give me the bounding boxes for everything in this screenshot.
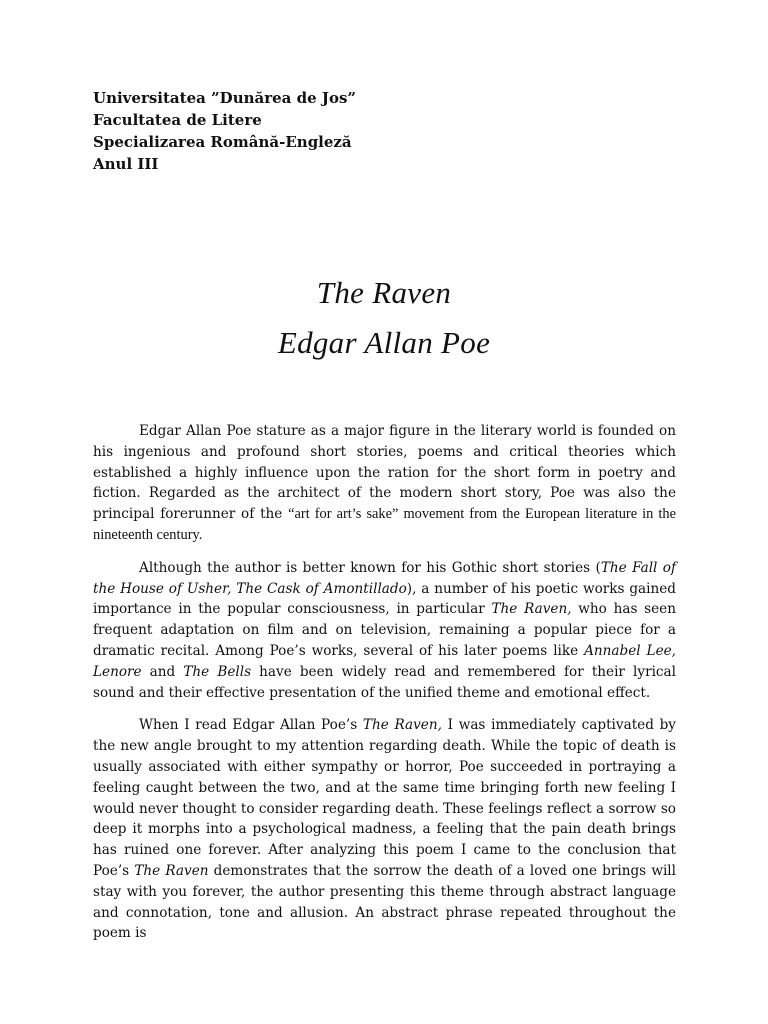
title-poem: The Raven xyxy=(316,275,452,310)
paragraph-2-italic-c: Annabel Lee, Lenore xyxy=(93,642,676,680)
institution-header xyxy=(93,87,493,175)
paragraph-3-text-c: demonstrates that the sorrow the death of a loved one brings will stay with you forever, the author presenting this theme through abstract language and connotation, tone and allusion. An abstract phrase repeated throughout the poem is xyxy=(93,862,677,942)
paragraph-2-italic-b: The Raven, xyxy=(491,601,572,618)
paragraph-1-text-a: Edgar Allan Poe stature as a major figure in the literary world is founded on his ingenious and profound short stories, poems and critical theories which established a highly influence upon the ration for the short form in poetry and fiction. Regarded as the architect of the modern short story, Poe was also the principal forerunner of the xyxy=(93,423,676,523)
paragraph-3-text-a: When I read Edgar Allan Poe’s xyxy=(139,717,363,734)
essay-body xyxy=(93,421,676,956)
title-author: Edgar Allan Poe xyxy=(277,325,491,360)
paragraph-2-text-b: ), a number of his poetic works gained importance in the popular consciousness, in particular xyxy=(93,580,676,618)
paragraph-3-text-b: I was immediately captivated by the new angle brought to my attention regarding death. While the topic of death is usually associated with either sympathy or horror, Poe succeeded in portraying a feeling caught between the two, and at the same time bringing forth new feeling I would never thought to consider regarding death. These feelings reflect a sorrow so deep it morphs into a psychological madness, a feeling that the pain death brings has ruined one forever. After analyzing this poem I came to the conclusion that Poe’s xyxy=(93,717,676,879)
paragraph-2-text-a: Although the author is better known for his Gothic short stories ( xyxy=(139,559,601,576)
paragraph-2-text-d: and xyxy=(141,663,184,680)
paragraph-1-text-b: “art for art’s sake” movement from the European literature in the nineteenth century. xyxy=(93,506,677,543)
paragraph-2-text-c: who has seen frequent adaptation on film and on television, remaining a popular piece for a dramatic recital. Among Poe’s works, several of his later poems like xyxy=(93,601,676,659)
paragraph-2-text-e: have been widely read and remembered for their lyrical sound and their effective presentation of the unified theme and emotional effect. xyxy=(93,663,676,701)
paragraph-2-italic-a: The Fall of the House of Usher, The Cask of Amontillado xyxy=(93,559,676,597)
paragraph-3-italic-b: The Raven xyxy=(134,862,209,879)
document-title xyxy=(0,268,768,368)
header-specialization: Specializarea Română-Engleză xyxy=(93,133,352,151)
header-faculty: Facultatea de Litere xyxy=(93,111,262,129)
paragraph-1 xyxy=(93,421,676,546)
paragraph-2 xyxy=(93,558,676,704)
paragraph-3 xyxy=(93,715,676,944)
paragraph-2-italic-d: The Bells xyxy=(183,663,252,680)
header-university: Universitatea ”Dunărea de Jos” xyxy=(93,89,357,107)
paragraph-3-italic-a: The Raven, xyxy=(362,717,442,734)
header-year: Anul III xyxy=(93,155,159,173)
